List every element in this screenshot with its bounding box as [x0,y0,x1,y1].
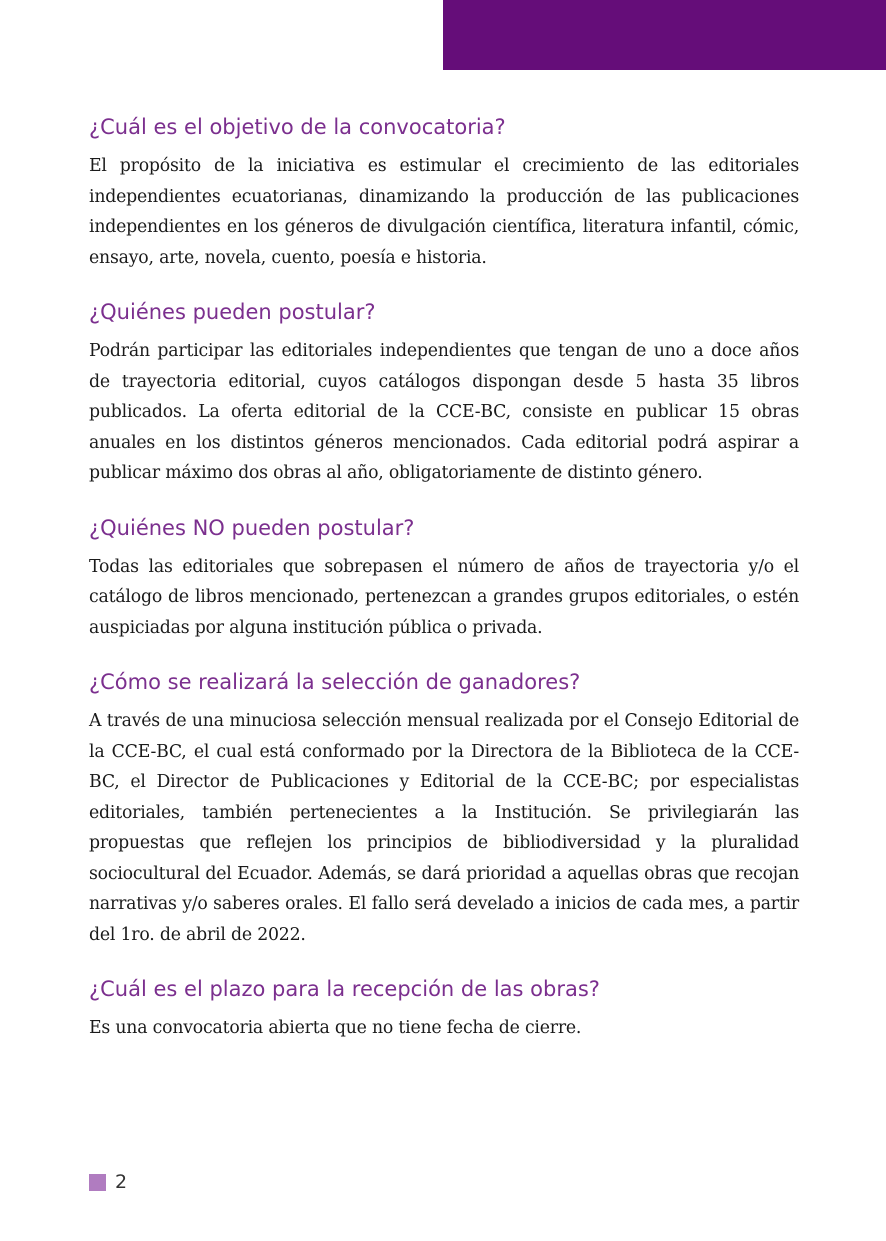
section-heading: ¿Quiénes NO pueden postular? [89,515,415,540]
section-seleccion [89,667,799,950]
section-paragraph: El propósito de la iniciativa es estimular el crecimiento de las editoriales independientes ecuatorianas, dinamizando la producción de las publicaciones independientes en los géneros de divulgación científica, literatura infantil, cómic, ensayo, arte, novela, cuento, poesía e historia. [89,156,799,268]
section-quienes-no-pueden [89,513,799,644]
section-quienes-pueden [89,297,799,489]
header-color-band [443,0,886,70]
section-heading: ¿Cuál es el plazo para la recepción de las obras? [89,977,600,1001]
section-paragraph: Podrán participar las editoriales independientes que tengan de uno a doce años de trayectoria editorial, cuyos catálogos dispongan desde 5 hasta 35 libros publicados. La oferta editorial de la CCE-BC, consiste en publicar 15 obras anuales en los distintos géneros mencionados. Cada editorial podrá aspirar a publicar máximo dos obras al año, obligatoriamente de distinto género. [89,341,799,483]
section-heading: ¿Quiénes pueden postular? [89,300,376,324]
section-plazo [89,974,799,1044]
section-paragraph: Todas las editoriales que sobrepasen el número de años de trayectoria y/o el catálogo de libros mencionado, pertenezcan a grandes grupos editoriales, o estén auspiciadas por alguna institución pública o privada. [89,556,799,638]
section-paragraph: Es una convocatoria abierta que no tiene fecha de cierre. [89,1018,582,1038]
footer-square-marker [89,1174,106,1191]
document-body [89,112,799,1044]
section-heading: ¿Cómo se realizará la selección de ganadores? [89,670,581,694]
section-paragraph: A través de una minuciosa selección mensual realizada por el Consejo Editorial de la CCE-BC, el cual está conformado por la Directora de la Biblioteca de la CCE-BC, el Director de Publicaciones y Editorial de la CCE-BC; por especialistas editoriales, también pertenecientes a la Institución. Se privilegiarán las propuestas que reflejen los principios de bibliodiversidad y la pluralidad sociocultural del Ecuador. Además, se dará prioridad a aquellas obras que recojan narrativas y/o saberes orales. El fallo será develado a inicios de cada mes, a partir del 1ro. de abril de 2022. [89,711,799,945]
page-number: 2 [115,1171,128,1193]
page-footer [89,1173,127,1191]
section-heading: ¿Cuál es el objetivo de la convocatoria? [89,115,506,139]
section-objetivo [89,112,799,273]
